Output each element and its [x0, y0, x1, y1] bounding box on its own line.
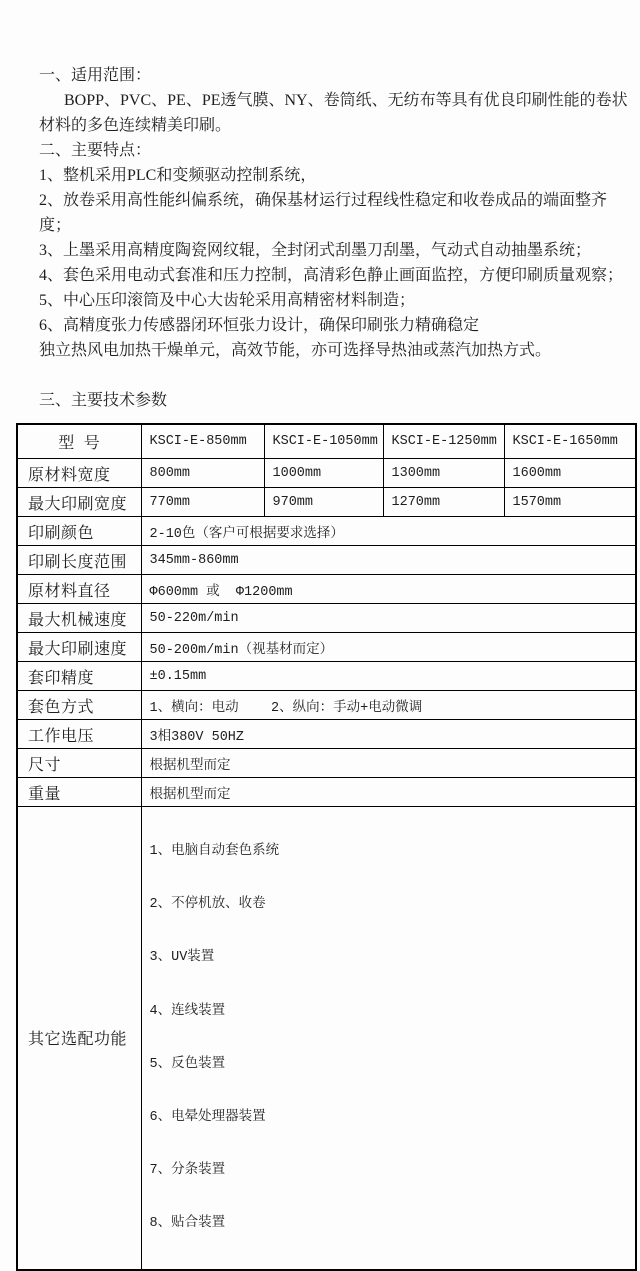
- working-voltage-value: 3相380V 50HZ: [141, 720, 636, 749]
- row-label-optional-features: 其它选配功能: [17, 807, 141, 1270]
- material-diameter-value: Φ600mm 或 Φ1200mm: [141, 575, 636, 604]
- max-print-width-value-4: 1570mm: [504, 488, 636, 517]
- max-print-width-value-1: 770mm: [141, 488, 264, 517]
- max-print-width-value-3: 1270mm: [383, 488, 504, 517]
- feature-item-2: 2、放卷采用高性能纠偏系统，确保基材运行过程线性稳定和收卷成品的端面整齐度；: [39, 192, 608, 234]
- table-row-print-colors: [17, 517, 636, 546]
- optional-feature-1: 1、电脑自动套色系统: [149, 844, 280, 859]
- row-label-print-colors: 印刷颜色: [17, 517, 141, 546]
- weight-value: 根据机型而定: [141, 778, 636, 807]
- section3-heading: 三、主要技术参数: [39, 392, 168, 409]
- model-header-label: 型 号: [17, 424, 141, 459]
- table-row-print-length: [17, 546, 636, 575]
- model-name-2: KSCI-E-1050mm: [264, 424, 383, 459]
- material-width-value-2: 1000mm: [264, 459, 383, 488]
- table-row-register-mode: [17, 691, 636, 720]
- row-label-register-accuracy: 套印精度: [17, 662, 141, 691]
- feature-item-6: 6、高精度张力传感器闭环恒张力设计，确保印刷张力精确稳定: [39, 317, 480, 334]
- row-label-material-width: 原材料宽度: [17, 459, 141, 488]
- optional-feature-8: 8、贴合装置: [149, 1216, 226, 1232]
- table-row-register-accuracy: [17, 662, 636, 691]
- table-row-material-diameter: [17, 575, 636, 604]
- feature-item-1: 1、整机采用PLC和变频驱动控制系统，: [39, 167, 317, 184]
- optional-feature-6: 6、电晕处理器装置: [149, 1110, 266, 1126]
- feature-item-3: 3、上墨采用高精度陶瓷网纹辊，全封闭式刮墨刀刮墨，气动式自动抽墨系统；: [39, 242, 592, 259]
- print-colors-value: 2-10色（客户可根据要求选择）: [141, 517, 636, 546]
- optional-feature-4: 4、连线装置: [149, 1003, 226, 1019]
- row-label-working-voltage: 工作电压: [17, 720, 141, 749]
- max-mechanical-speed-value: 50-220m/min: [141, 604, 636, 633]
- table-row-max-mechanical-speed: [17, 604, 636, 633]
- material-width-value-1: 800mm: [141, 459, 264, 488]
- optional-features-list: [141, 807, 636, 1270]
- table-row-material-width: [17, 459, 636, 488]
- table-row-optional-features: [17, 807, 636, 1270]
- material-width-value-4: 1600mm: [504, 459, 636, 488]
- dimensions-value: 根据机型而定: [141, 749, 636, 778]
- optional-feature-5: 5、反色装置: [149, 1056, 226, 1072]
- table-row-dimensions: [17, 749, 636, 778]
- model-name-1: KSCI-E-850mm: [141, 424, 264, 459]
- register-mode-value: 1、横向：电动 2、纵向：手动+电动微调: [141, 691, 636, 720]
- row-label-weight: 重量: [17, 778, 141, 807]
- scope-line-1: BOPP、PVC、PE、PE透气膜、NY、卷筒纸、无纺布等具有优良印刷性能的卷状: [64, 92, 628, 109]
- scope-line-2: 材料的多色连续精美印刷。: [39, 117, 232, 134]
- section1-heading: 一、适用范围：: [39, 67, 152, 84]
- spec-table: [16, 423, 637, 1271]
- register-accuracy-value: ±0.15mm: [141, 662, 636, 691]
- model-name-3: KSCI-E-1250mm: [383, 424, 504, 459]
- row-label-max-print-speed: 最大印刷速度: [17, 633, 141, 662]
- optional-feature-3: 3、UV装置: [149, 950, 215, 966]
- feature-item-5: 5、中心压印滚筒及中心大齿轮采用高精密材料制造；: [39, 292, 416, 309]
- table-row-working-voltage: [17, 720, 636, 749]
- max-print-width-value-2: 970mm: [264, 488, 383, 517]
- optional-feature-7: 7、分条装置: [149, 1163, 226, 1179]
- row-label-max-mechanical-speed: 最大机械速度: [17, 604, 141, 633]
- drying-note-line: 独立热风电加热干燥单元，高效节能，亦可选择导热油或蒸汽加热方式。: [39, 342, 552, 359]
- row-label-material-diameter: 原材料直径: [17, 575, 141, 604]
- table-header-row: [17, 424, 636, 459]
- row-label-print-length: 印刷长度范围: [17, 546, 141, 575]
- model-name-4: KSCI-E-1650mm: [504, 424, 636, 459]
- table-row-max-print-width: [17, 488, 636, 517]
- table-row-weight: [17, 778, 636, 807]
- feature-item-4: 4、套色采用电动式套准和压力控制，高清彩色静止画面监控，方便印刷质量观察；: [39, 267, 624, 284]
- row-label-dimensions: 尺寸: [17, 749, 141, 778]
- table-row-max-print-speed: [17, 633, 636, 662]
- optional-feature-2: 2、不停机放、收卷: [149, 897, 266, 913]
- section2-heading: 二、主要特点：: [39, 142, 152, 159]
- material-width-value-3: 1300mm: [383, 459, 504, 488]
- max-print-speed-value: 50-200m/min（视基材而定）: [141, 633, 636, 662]
- intro-text-block: [0, 0, 640, 413]
- row-label-register-mode: 套色方式: [17, 691, 141, 720]
- print-length-value: 345mm-860mm: [141, 546, 636, 575]
- row-label-max-print-width: 最大印刷宽度: [17, 488, 141, 517]
